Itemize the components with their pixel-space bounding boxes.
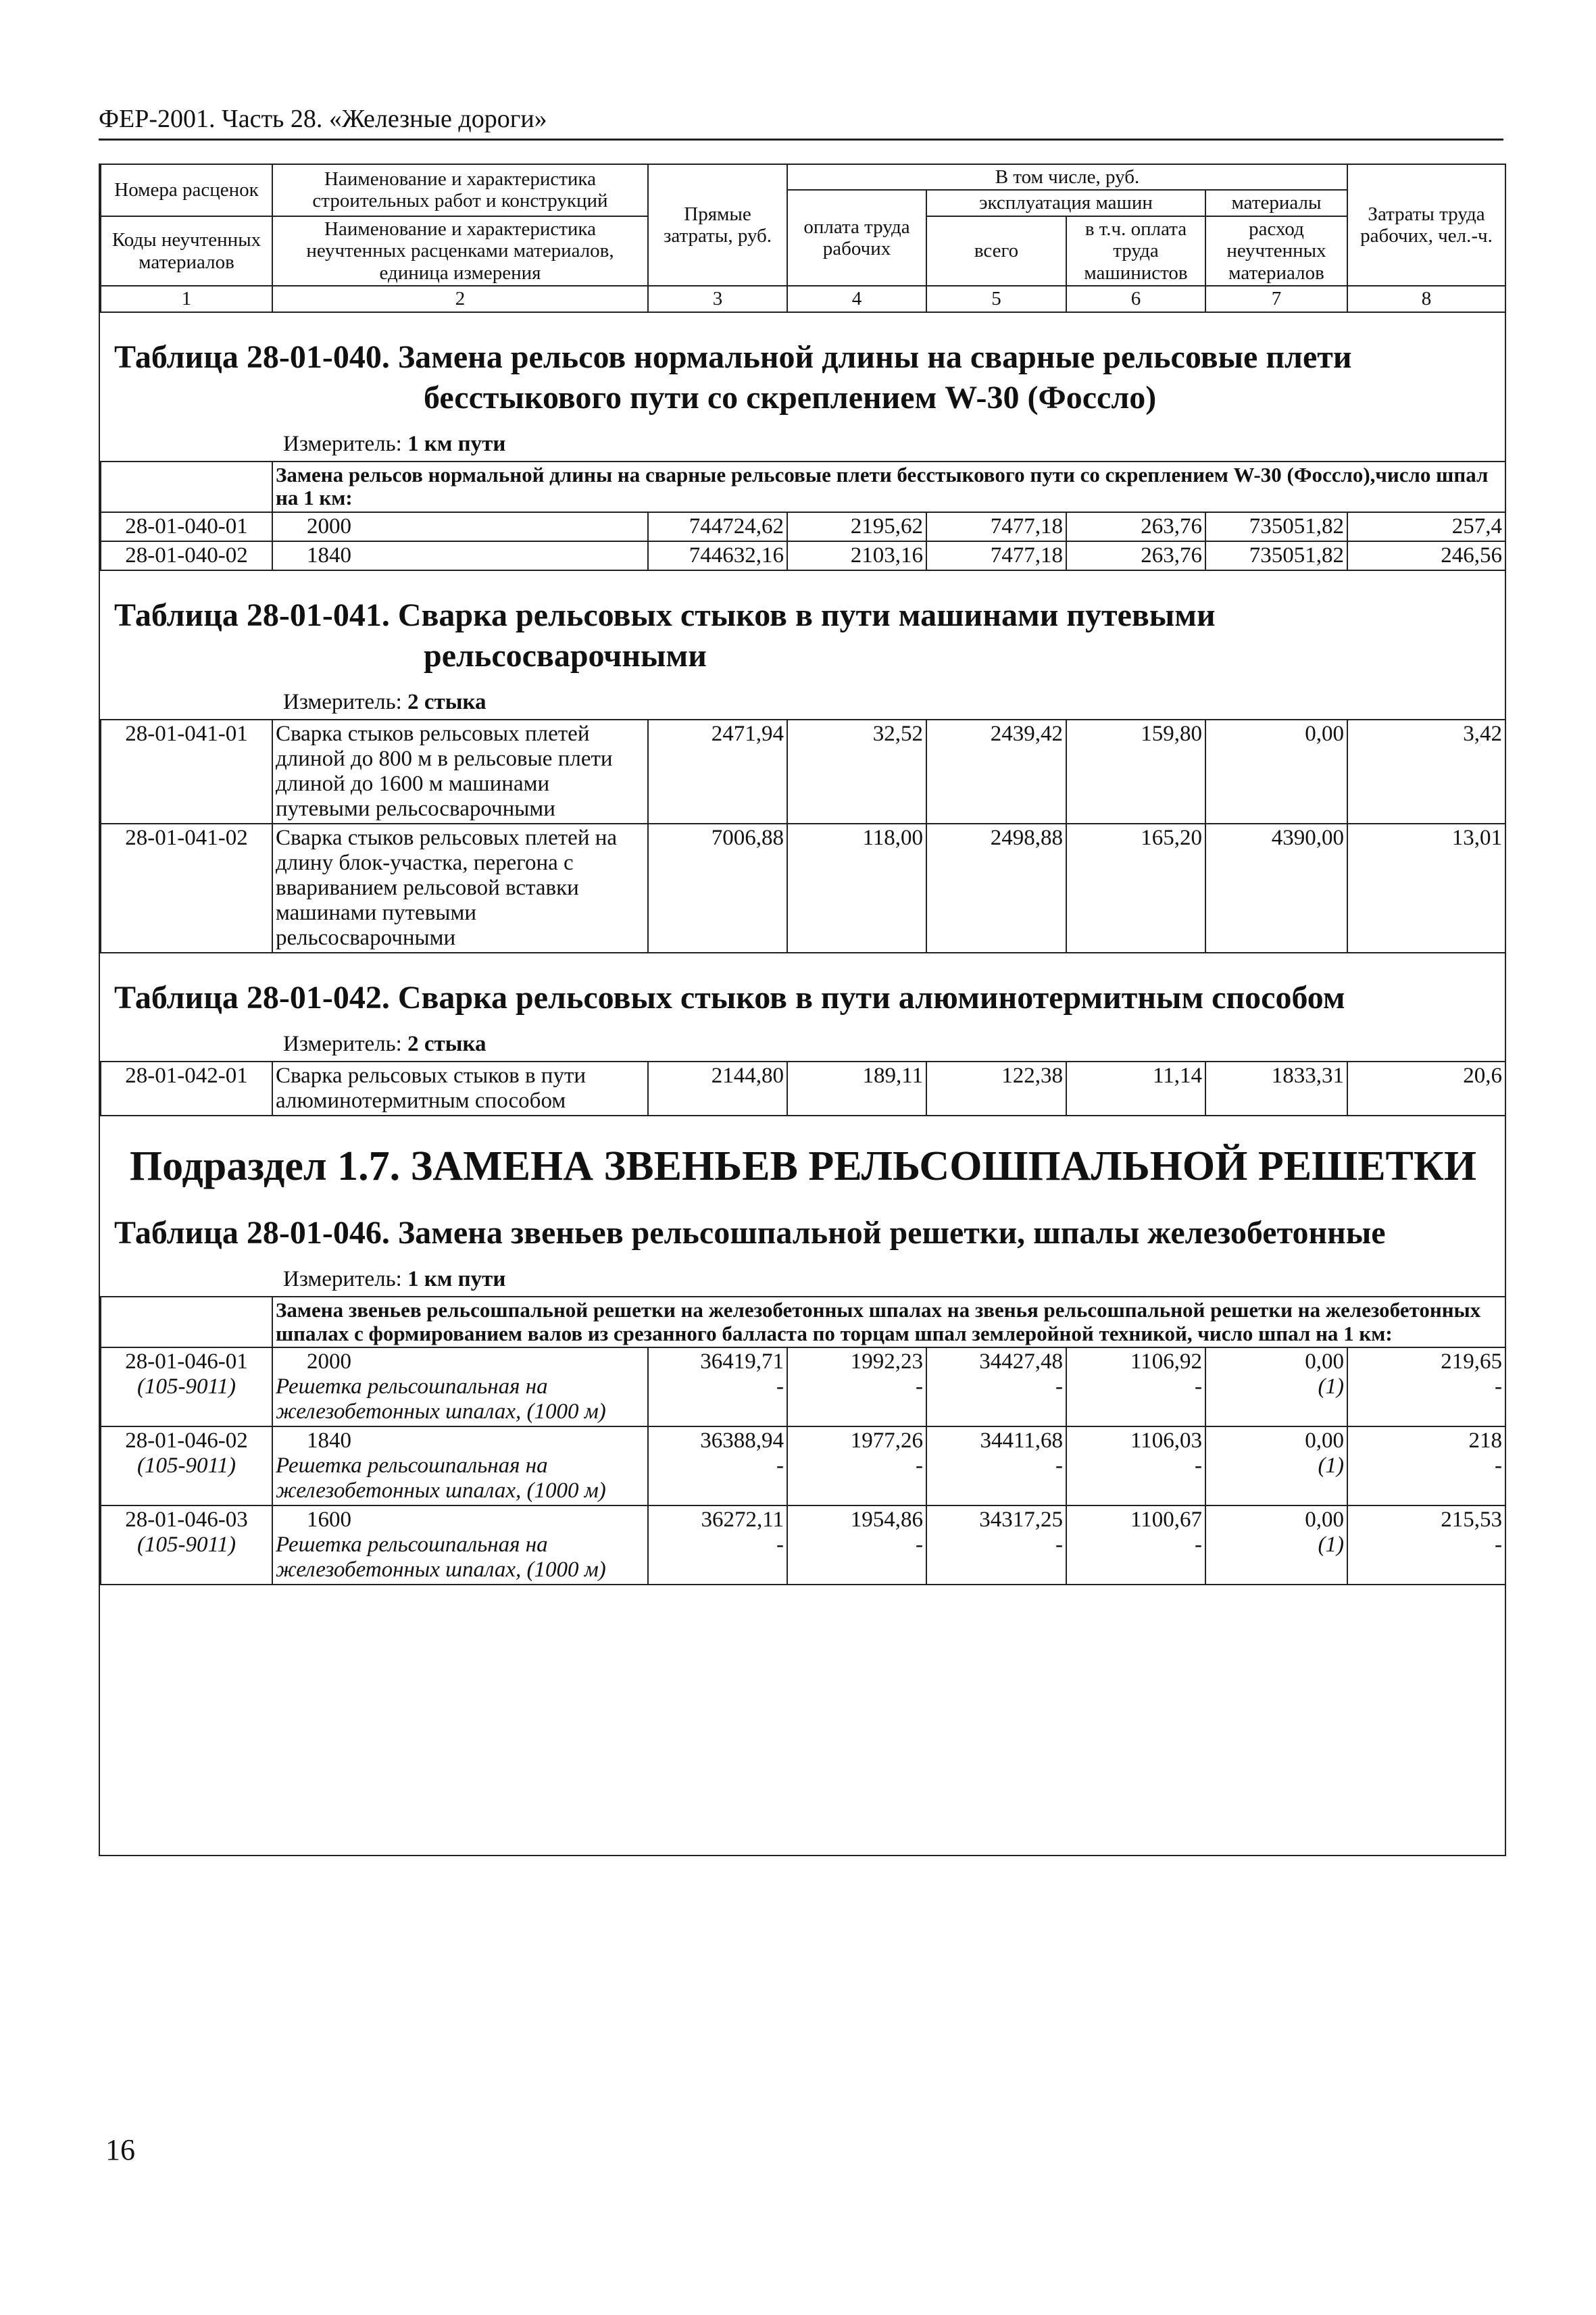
- machinist-pay: 263,76: [1066, 541, 1205, 570]
- rate-code: 28-01-041-02: [101, 824, 272, 953]
- rate-code: 28-01-046-02: [125, 1428, 248, 1453]
- table-title-continued: рельсосварочными: [424, 638, 707, 674]
- labor-cost: 3,42: [1347, 720, 1505, 824]
- materials: 0,00: [1205, 720, 1347, 824]
- labor-pay: 118,00: [787, 824, 926, 953]
- rate-name: Сварка стыков рельсовых плетей на длину блок-участка, перегона с ввариванием рельсовой вставки машинами путевыми рельсосварочными: [272, 824, 648, 953]
- direct-costs: 36419,71: [700, 1349, 784, 1374]
- header-including: В том числе, руб.: [787, 164, 1347, 190]
- header-materials: материалы: [1205, 190, 1347, 216]
- labor-pay: 1977,26: [850, 1428, 923, 1453]
- table-row: [101, 1347, 1505, 1426]
- rate-code: 28-01-040-02: [101, 541, 272, 570]
- direct-costs: 744632,16: [648, 541, 787, 570]
- machines-total: 2498,88: [926, 824, 1066, 953]
- rate-name: Сварка рельсовых стыков в пути алюминотермитным способом: [272, 1062, 648, 1116]
- measure-value: 2 стыка: [407, 690, 487, 715]
- header-machines: эксплуатация машин: [926, 190, 1205, 216]
- column-number-row: [101, 286, 1505, 312]
- rate-code-cell: [101, 1505, 272, 1585]
- section-title-row: [101, 312, 1505, 425]
- column-number: 3: [648, 286, 787, 312]
- header-material-name: Наименование и характеристика неучтенных расценками материалов, единица измерения: [272, 216, 648, 286]
- material-quantity: (1): [1318, 1374, 1344, 1399]
- machinist-pay: 1106,92: [1130, 1349, 1202, 1374]
- header-rate-numbers: Номера расценок: [101, 164, 272, 216]
- material-code: (105-9011): [136, 1533, 236, 1557]
- column-number: 5: [926, 286, 1066, 312]
- material-machinist-pay: -: [1195, 1533, 1202, 1557]
- material-labor-cost: -: [1495, 1533, 1502, 1557]
- material-direct-costs: -: [776, 1374, 784, 1399]
- material-direct-costs: -: [776, 1453, 784, 1478]
- material-machines-total: -: [1055, 1374, 1063, 1399]
- header-labor-cost: Затраты труда рабочих, чел.-ч.: [1347, 164, 1505, 286]
- estimate-table: [100, 164, 1506, 1585]
- rate-name-cell: [272, 1426, 648, 1505]
- measure-value: 2 стыка: [407, 1031, 487, 1056]
- rate-name: 2000: [272, 512, 648, 541]
- material-machinist-pay: -: [1195, 1453, 1202, 1478]
- materials: 0,00: [1305, 1349, 1344, 1374]
- header-machinist-pay: в т.ч. оплата труда машинистов: [1066, 216, 1205, 286]
- machines-total: 7477,18: [926, 512, 1066, 541]
- material-quantity: (1): [1318, 1533, 1344, 1557]
- table-title-continued: бесстыкового пути со скреплением W-30 (Фоссло): [424, 379, 1157, 416]
- measure-label: Измеритель:: [283, 1266, 402, 1291]
- page-number: 16: [105, 2133, 135, 2166]
- measure-value: 1 км пути: [407, 431, 506, 456]
- direct-costs: 36272,11: [701, 1508, 784, 1533]
- column-number: 7: [1205, 286, 1347, 312]
- group-description: Замена звеньев рельсошпальной решетки на железобетонных шпалах на звенья рельсошпальной решетки на железобетонных шпалах с формированием валов из срезанного балласта по торцам шпал землеройной техникой, число шпал на 1 км:: [272, 1297, 1505, 1347]
- measure-row: [101, 683, 1505, 720]
- measure-label: Измеритель:: [283, 431, 402, 456]
- material-name: Решетка рельсошпальная на железобетонных шпалах, (1000 м): [276, 1374, 606, 1424]
- labor-pay: 1992,23: [850, 1349, 923, 1374]
- material-machines-total: -: [1055, 1453, 1063, 1478]
- measure-row: [101, 1260, 1505, 1297]
- rate-name: 1840: [307, 1428, 351, 1453]
- measure-row: [101, 1025, 1505, 1062]
- table-title: Таблица 28-01-042. Сварка рельсовых стыков в пути алюминотермитным способом: [114, 979, 1345, 1016]
- column-number: 8: [1347, 286, 1505, 312]
- rate-name: 1600: [307, 1508, 351, 1533]
- labor-cost: 246,56: [1347, 541, 1505, 570]
- materials: 735051,82: [1205, 541, 1347, 570]
- labor-pay: 189,11: [787, 1062, 926, 1116]
- rate-code: 28-01-046-03: [125, 1508, 248, 1533]
- table-title: Таблица 28-01-041. Сварка рельсовых стыков в пути машинами путевыми: [114, 597, 1216, 634]
- materials: 1833,31: [1205, 1062, 1347, 1116]
- labor-pay: 2195,62: [787, 512, 926, 541]
- machinist-pay: 1100,67: [1130, 1508, 1202, 1533]
- measure-label: Измеритель:: [283, 690, 402, 715]
- material-labor-cost: -: [1495, 1453, 1502, 1478]
- labor-cost: 257,4: [1347, 512, 1505, 541]
- group-description: Замена рельсов нормальной длины на сварные рельсовые плети бесстыкового пути со скреплением W-30 (Фоссло),число шпал на 1 км:: [272, 462, 1505, 512]
- labor-cost: 218: [1468, 1428, 1502, 1453]
- rate-name: 2000: [307, 1349, 351, 1374]
- direct-costs: 2471,94: [648, 720, 787, 824]
- machines-total: 2439,42: [926, 720, 1066, 824]
- measure-value: 1 км пути: [407, 1266, 506, 1291]
- section-title-row: [101, 570, 1505, 683]
- machinist-pay: 165,20: [1066, 824, 1205, 953]
- materials: 735051,82: [1205, 512, 1347, 541]
- header-material-codes: Коды неучтенных материалов: [101, 216, 272, 286]
- table-title: Таблица 28-01-046. Замена звеньев рельсошпальной решетки, шпалы железобетонные: [114, 1214, 1386, 1251]
- rate-code: 28-01-046-01: [125, 1349, 248, 1374]
- header-machines-total: всего: [926, 216, 1066, 286]
- machines-total: 34317,25: [979, 1508, 1063, 1533]
- material-code: (105-9011): [136, 1453, 236, 1478]
- rate-code: 28-01-042-01: [101, 1062, 272, 1116]
- header-row-1: [101, 164, 1505, 190]
- column-number: 4: [787, 286, 926, 312]
- section-title-row: [101, 953, 1505, 1025]
- header-labor-pay: оплата труда рабочих: [787, 190, 926, 286]
- table-title: Таблица 28-01-040. Замена рельсов нормальной длины на сварные рельсовые плети: [114, 339, 1352, 375]
- material-labor-pay: -: [916, 1374, 923, 1399]
- group-row: [101, 462, 1505, 512]
- machines-total: 122,38: [926, 1062, 1066, 1116]
- rate-code-cell: [101, 1426, 272, 1505]
- table-row: [101, 1426, 1505, 1505]
- header-unaccounted-materials: расход неучтенных материалов: [1205, 216, 1347, 286]
- labor-pay: 1954,86: [850, 1508, 923, 1533]
- materials: 4390,00: [1205, 824, 1347, 953]
- materials: 0,00: [1305, 1508, 1344, 1533]
- table-row: [101, 720, 1505, 824]
- table-row: [101, 1062, 1505, 1116]
- material-direct-costs: -: [776, 1533, 784, 1557]
- direct-costs: 2144,80: [648, 1062, 787, 1116]
- machinist-pay: 263,76: [1066, 512, 1205, 541]
- column-number: 6: [1066, 286, 1205, 312]
- labor-cost: 215,53: [1441, 1508, 1502, 1533]
- column-number: 2: [272, 286, 648, 312]
- table-row: [101, 512, 1505, 541]
- table-row: [101, 1505, 1505, 1585]
- machines-total: 34411,68: [980, 1428, 1063, 1453]
- direct-costs: 744724,62: [648, 512, 787, 541]
- materials: 0,00: [1305, 1428, 1344, 1453]
- header-rule: [99, 139, 1503, 141]
- rate-code-cell: [101, 1347, 272, 1426]
- rate-name-cell: [272, 1505, 648, 1585]
- labor-cost: 13,01: [1347, 824, 1505, 953]
- machines-total: 7477,18: [926, 541, 1066, 570]
- rate-name: 1840: [272, 541, 648, 570]
- labor-cost: 20,6: [1347, 1062, 1505, 1116]
- header-work-name: Наименование и характеристика строительных работ и конструкций: [272, 164, 648, 216]
- labor-pay: 2103,16: [787, 541, 926, 570]
- labor-pay: 32,52: [787, 720, 926, 824]
- material-labor-pay: -: [916, 1533, 923, 1557]
- section-title-row: [101, 1209, 1505, 1260]
- group-row: [101, 1297, 1505, 1347]
- material-labor-pay: -: [916, 1453, 923, 1478]
- material-quantity: (1): [1318, 1453, 1344, 1478]
- table-row: [101, 824, 1505, 953]
- header-direct-costs: Прямые затраты, руб.: [648, 164, 787, 286]
- machinist-pay: 159,80: [1066, 720, 1205, 824]
- estimate-sheet: [99, 164, 1506, 1856]
- material-name: Решетка рельсошпальная на железобетонных шпалах, (1000 м): [276, 1533, 606, 1582]
- direct-costs: 36388,94: [700, 1428, 784, 1453]
- material-machinist-pay: -: [1195, 1374, 1202, 1399]
- running-head: ФЕР-2001. Часть 28. «Железные дороги»: [99, 105, 547, 133]
- measure-label: Измеритель:: [283, 1031, 402, 1056]
- subsection-title: Подраздел 1.7. ЗАМЕНА ЗВЕНЬЕВ РЕЛЬСОШПАЛЬНОЙ РЕШЕТКИ: [129, 1143, 1477, 1189]
- labor-cost: 219,65: [1441, 1349, 1502, 1374]
- rate-code: 28-01-041-01: [101, 720, 272, 824]
- rate-name-cell: [272, 1347, 648, 1426]
- direct-costs: 7006,88: [648, 824, 787, 953]
- material-labor-cost: -: [1495, 1374, 1502, 1399]
- rate-name: Сварка стыков рельсовых плетей длиной до 800 м в рельсовые плети длиной до 1600 м машинами путевыми рельсосварочными: [272, 720, 648, 824]
- material-name: Решетка рельсошпальная на железобетонных шпалах, (1000 м): [276, 1453, 606, 1503]
- material-machines-total: -: [1055, 1533, 1063, 1557]
- rate-code: 28-01-040-01: [101, 512, 272, 541]
- material-code: (105-9011): [136, 1374, 236, 1399]
- machinist-pay: 11,14: [1066, 1062, 1205, 1116]
- machines-total: 34427,48: [979, 1349, 1063, 1374]
- subsection-row: [101, 1116, 1505, 1209]
- table-row: [101, 541, 1505, 570]
- measure-row: [101, 425, 1505, 462]
- column-number: 1: [101, 286, 272, 312]
- machinist-pay: 1106,03: [1130, 1428, 1202, 1453]
